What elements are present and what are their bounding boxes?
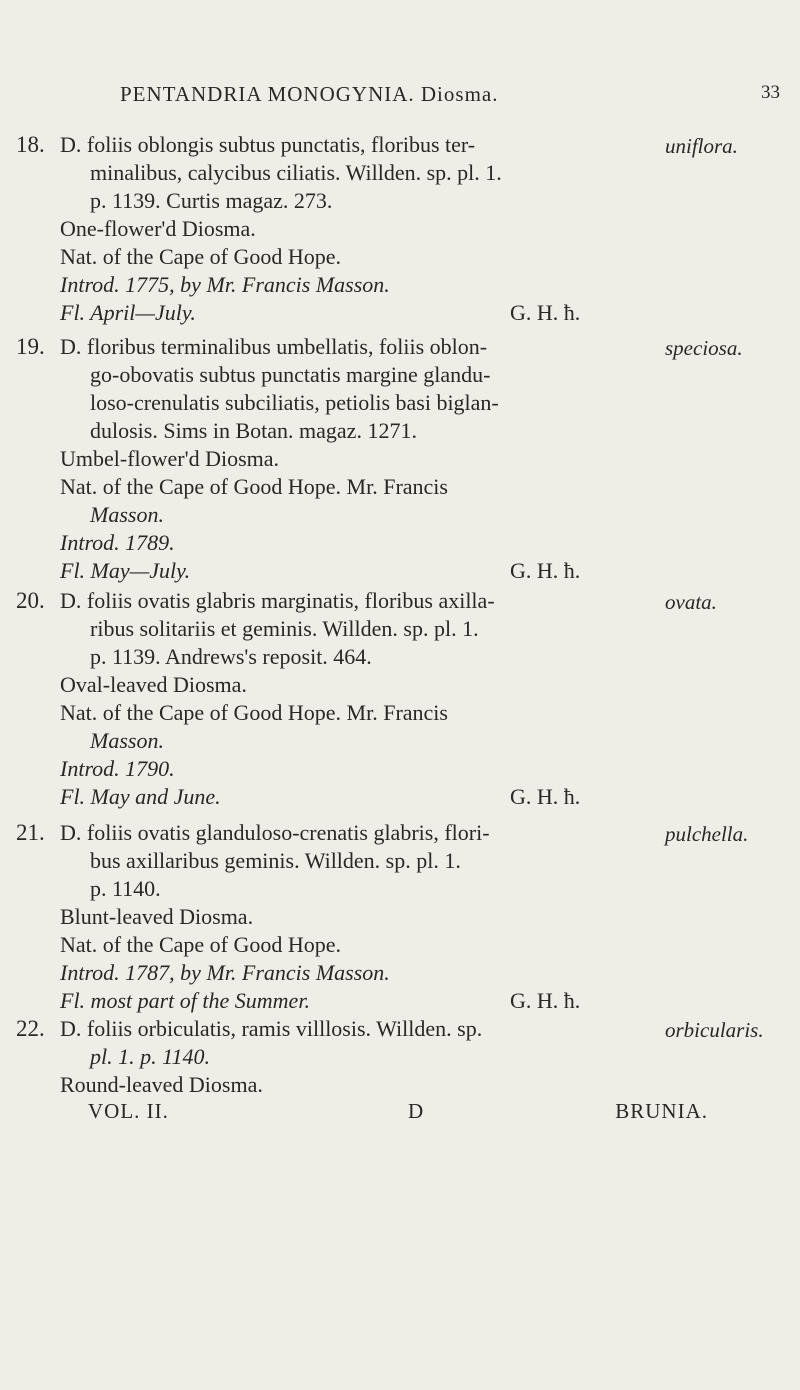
entry-line: p. 1139. Curtis magaz. 273.: [90, 188, 333, 213]
collector-name: Masson.: [90, 728, 164, 753]
entry-line: bus axillaribus geminis. Willden. sp. pl. 1.: [90, 848, 461, 873]
species-epithet: ovata.: [665, 590, 717, 614]
habitat-symbol: G. H. ħ.: [510, 558, 581, 583]
volume-label: VOL. II.: [88, 1099, 169, 1123]
common-name: Umbel-flower'd Diosma.: [60, 446, 280, 471]
entry-line: pl. 1. p. 1140.: [90, 1044, 210, 1069]
flowering-period: Fl. May—July.: [60, 558, 191, 583]
common-name: Blunt-leaved Diosma.: [60, 904, 254, 929]
entry-number: 19.: [16, 334, 45, 359]
catchword: BRUNIA.: [615, 1099, 708, 1123]
entry-line: p. 1139. Andrews's reposit. 464.: [90, 644, 372, 669]
entry-line: D. foliis orbiculatis, ramis villlosis. Willden. sp.: [60, 1016, 483, 1041]
entry-number: 22.: [16, 1016, 45, 1041]
entry-number: 18.: [16, 132, 45, 157]
species-epithet: pulchella.: [665, 822, 749, 846]
flowering-period: Fl. April—July.: [60, 300, 196, 325]
entry-line: dulosis. Sims in Botan. magaz. 1271.: [90, 418, 417, 443]
common-name: Round-leaved Diosma.: [60, 1072, 263, 1097]
introduction-date: Introd. 1775, by Mr. Francis Masson.: [60, 272, 390, 297]
entry-line: go-obovatis subtus punctatis margine glandu-: [90, 362, 491, 387]
introduction-date: Introd. 1787, by Mr. Francis Masson.: [60, 960, 390, 985]
habitat-symbol: G. H. ħ.: [510, 988, 581, 1013]
entry-line: D. foliis ovatis glanduloso-crenatis glabris, flori-: [60, 820, 490, 845]
running-title: PENTANDRIA MONOGYNIA. Diosma.: [120, 82, 499, 106]
species-epithet: speciosa.: [665, 336, 743, 360]
introduction-date: Introd. 1790.: [60, 756, 175, 781]
entry-line: loso-crenulatis subciliatis, petiolis basi biglan-: [90, 390, 499, 415]
running-header: [120, 82, 780, 112]
flowering-period: Fl. May and June.: [60, 784, 221, 809]
entry-line: ribus solitariis et geminis. Willden. sp. pl. 1.: [90, 616, 479, 641]
habitat-symbol: G. H. ħ.: [510, 784, 581, 809]
page-footer: [88, 1099, 708, 1127]
entry-line: D. foliis ovatis glabris marginatis, floribus axilla-: [60, 588, 495, 613]
species-epithet: orbicularis.: [665, 1018, 764, 1042]
native-region: Nat. of the Cape of Good Hope. Mr. Francis: [60, 474, 448, 499]
entry-number: 21.: [16, 820, 45, 845]
entry-number: 20.: [16, 588, 45, 613]
common-name: Oval-leaved Diosma.: [60, 672, 247, 697]
habitat-symbol: G. H. ħ.: [510, 300, 581, 325]
signature-mark: D: [408, 1099, 424, 1123]
native-region: Nat. of the Cape of Good Hope. Mr. Francis: [60, 700, 448, 725]
introduction-date: Introd. 1789.: [60, 530, 175, 555]
native-region: Nat. of the Cape of Good Hope.: [60, 244, 342, 269]
entry-line: D. floribus terminalibus umbellatis, foliis oblon-: [60, 334, 488, 359]
entry-line: minalibus, calycibus ciliatis. Willden. sp. pl. 1.: [90, 160, 502, 185]
native-region: Nat. of the Cape of Good Hope.: [60, 932, 342, 957]
entry-line: p. 1140.: [90, 876, 161, 901]
flowering-period: Fl. most part of the Summer.: [60, 988, 310, 1013]
collector-name: Masson.: [90, 502, 164, 527]
entry-line: D. foliis oblongis subtus punctatis, floribus ter-: [60, 132, 476, 157]
species-epithet: uniflora.: [665, 134, 738, 158]
page-number: 33: [761, 82, 780, 103]
common-name: One-flower'd Diosma.: [60, 216, 256, 241]
